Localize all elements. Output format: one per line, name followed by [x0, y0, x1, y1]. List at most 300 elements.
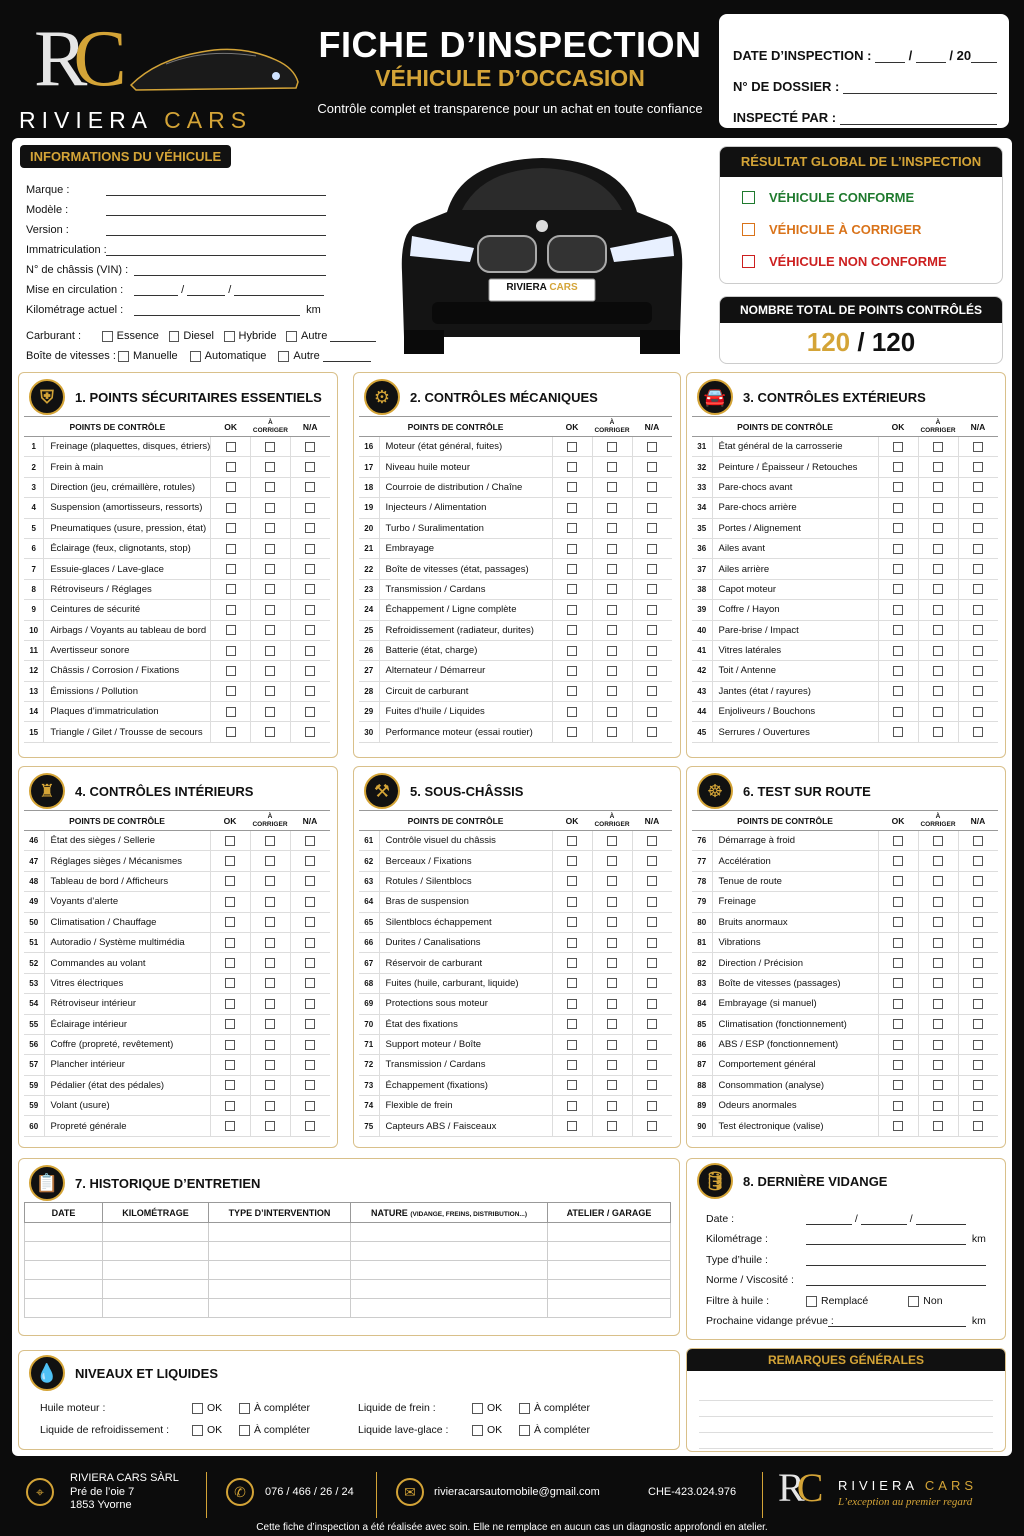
a-corriger-checkbox[interactable]	[933, 482, 943, 492]
a-corriger-checkbox[interactable]	[607, 1121, 617, 1131]
ok-checkbox[interactable]	[226, 482, 236, 492]
ok-checkbox[interactable]	[225, 1040, 235, 1050]
na-checkbox[interactable]	[973, 999, 983, 1009]
a-corriger-checkbox[interactable]	[265, 646, 275, 656]
na-checkbox[interactable]	[973, 1080, 983, 1090]
na-checkbox[interactable]	[647, 1060, 657, 1070]
na-checkbox[interactable]	[647, 442, 657, 452]
ok-checkbox[interactable]	[893, 958, 903, 968]
na-checkbox[interactable]	[973, 917, 983, 927]
na-checkbox[interactable]	[305, 462, 315, 472]
a-corriger-checkbox[interactable]	[265, 836, 275, 846]
na-checkbox[interactable]	[973, 1121, 983, 1131]
mise-year-field[interactable]	[234, 284, 324, 296]
oil-date-month[interactable]	[861, 1213, 907, 1225]
na-checkbox[interactable]	[973, 686, 983, 696]
a-corriger-checkbox[interactable]	[265, 482, 275, 492]
na-checkbox[interactable]	[647, 938, 657, 948]
a-corriger-checkbox[interactable]	[607, 564, 617, 574]
ok-checkbox[interactable]	[567, 707, 577, 717]
a-corriger-checkbox[interactable]	[265, 1040, 275, 1050]
na-checkbox[interactable]	[647, 1101, 657, 1111]
na-checkbox[interactable]	[647, 958, 657, 968]
a-corriger-checkbox[interactable]	[607, 856, 617, 866]
manuelle-checkbox[interactable]	[118, 351, 129, 362]
a-corriger-checkbox[interactable]	[265, 564, 275, 574]
ok-checkbox[interactable]	[893, 482, 903, 492]
marque-field[interactable]	[106, 184, 326, 196]
na-checkbox[interactable]	[647, 503, 657, 513]
ok-checkbox[interactable]	[567, 523, 577, 533]
na-checkbox[interactable]	[305, 646, 315, 656]
a-corriger-checkbox[interactable]	[607, 707, 617, 717]
na-checkbox[interactable]	[647, 646, 657, 656]
ok-checkbox[interactable]	[567, 1040, 577, 1050]
hybride-checkbox[interactable]	[224, 331, 235, 342]
a-corriger-checkbox[interactable]	[933, 938, 943, 948]
ok-checkbox[interactable]	[567, 836, 577, 846]
na-checkbox[interactable]	[647, 1080, 657, 1090]
ok-checkbox[interactable]	[567, 686, 577, 696]
na-checkbox[interactable]	[647, 605, 657, 615]
ok-checkbox[interactable]	[893, 876, 903, 886]
ok-checkbox[interactable]	[893, 666, 903, 676]
oil-date-year[interactable]	[916, 1213, 966, 1225]
ok-checkbox[interactable]	[893, 646, 903, 656]
ok-checkbox[interactable]	[567, 666, 577, 676]
a-corriger-checkbox[interactable]	[265, 876, 275, 886]
ok-checkbox[interactable]	[225, 978, 235, 988]
a-corriger-checkbox[interactable]	[607, 1040, 617, 1050]
ok-checkbox[interactable]	[893, 1060, 903, 1070]
ok-checkbox[interactable]	[225, 1060, 235, 1070]
ok-checkbox[interactable]	[225, 938, 235, 948]
ok-checkbox[interactable]	[226, 686, 236, 696]
ok-checkbox[interactable]	[893, 999, 903, 1009]
oil-km-field[interactable]	[806, 1233, 966, 1245]
a-corriger-checkbox[interactable]	[265, 856, 275, 866]
ok-checkbox[interactable]	[226, 584, 236, 594]
na-checkbox[interactable]	[647, 1019, 657, 1029]
version-field[interactable]	[106, 224, 326, 236]
na-checkbox[interactable]	[305, 605, 315, 615]
a-corriger-checkbox[interactable]	[607, 503, 617, 513]
ok-checkbox[interactable]	[893, 727, 903, 737]
a-corriger-checkbox[interactable]	[265, 978, 275, 988]
ok-checkbox[interactable]	[225, 897, 235, 907]
na-checkbox[interactable]	[305, 958, 315, 968]
na-checkbox[interactable]	[305, 1019, 315, 1029]
diesel-checkbox[interactable]	[169, 331, 180, 342]
a-corriger-checkbox[interactable]	[933, 1019, 943, 1029]
km-field[interactable]	[134, 304, 300, 316]
na-checkbox[interactable]	[973, 482, 983, 492]
a-corriger-checkbox[interactable]	[607, 876, 617, 886]
ok-checkbox[interactable]	[893, 1121, 903, 1131]
na-checkbox[interactable]	[305, 707, 315, 717]
ok-checkbox[interactable]	[893, 605, 903, 615]
na-checkbox[interactable]	[973, 625, 983, 635]
a-corriger-checkbox[interactable]	[265, 666, 275, 676]
ok-checkbox[interactable]	[893, 1101, 903, 1111]
autre-boite-checkbox[interactable]	[278, 351, 289, 362]
ok-checkbox[interactable]	[225, 1080, 235, 1090]
a-corriger-checkbox[interactable]	[607, 605, 617, 615]
ok-checkbox[interactable]	[567, 503, 577, 513]
coolant-complete-checkbox[interactable]	[239, 1425, 250, 1436]
na-checkbox[interactable]	[647, 999, 657, 1009]
na-checkbox[interactable]	[973, 564, 983, 574]
conforme-checkbox[interactable]	[742, 191, 755, 204]
coolant-ok-checkbox[interactable]	[192, 1425, 203, 1436]
ok-checkbox[interactable]	[226, 462, 236, 472]
na-checkbox[interactable]	[305, 999, 315, 1009]
a-corriger-checkbox[interactable]	[607, 523, 617, 533]
history-row[interactable]	[25, 1299, 671, 1318]
na-checkbox[interactable]	[973, 503, 983, 513]
na-checkbox[interactable]	[973, 544, 983, 554]
na-checkbox[interactable]	[647, 1121, 657, 1131]
ok-checkbox[interactable]	[567, 605, 577, 615]
filter-replaced-checkbox[interactable]	[806, 1296, 817, 1307]
na-checkbox[interactable]	[305, 584, 315, 594]
date-year-field[interactable]	[971, 51, 997, 63]
a-corriger-checkbox[interactable]	[933, 707, 943, 717]
a-corriger-checkbox[interactable]	[933, 666, 943, 676]
ok-checkbox[interactable]	[226, 605, 236, 615]
a-corriger-checkbox[interactable]	[265, 686, 275, 696]
ok-checkbox[interactable]	[225, 1019, 235, 1029]
ok-checkbox[interactable]	[893, 564, 903, 574]
na-checkbox[interactable]	[647, 707, 657, 717]
autre-boite-field[interactable]	[323, 350, 371, 362]
na-checkbox[interactable]	[973, 958, 983, 968]
na-checkbox[interactable]	[647, 625, 657, 635]
a-corriger-checkbox[interactable]	[265, 462, 275, 472]
a-corriger-checkbox[interactable]	[933, 605, 943, 615]
date-month-field[interactable]	[916, 51, 946, 63]
ok-checkbox[interactable]	[567, 876, 577, 886]
na-checkbox[interactable]	[305, 564, 315, 574]
a-corriger-checkbox[interactable]	[607, 584, 617, 594]
a-corriger-checkbox[interactable]	[607, 836, 617, 846]
ok-checkbox[interactable]	[567, 564, 577, 574]
na-checkbox[interactable]	[973, 442, 983, 452]
a-corriger-checkbox[interactable]	[933, 462, 943, 472]
ok-checkbox[interactable]	[226, 564, 236, 574]
na-checkbox[interactable]	[305, 442, 315, 452]
na-checkbox[interactable]	[973, 646, 983, 656]
na-checkbox[interactable]	[973, 1040, 983, 1050]
a-corriger-checkbox[interactable]	[933, 1080, 943, 1090]
washer-complete-checkbox[interactable]	[519, 1425, 530, 1436]
a-corriger-checkbox[interactable]	[607, 482, 617, 492]
dossier-field[interactable]	[843, 82, 997, 94]
ok-checkbox[interactable]	[226, 646, 236, 656]
na-checkbox[interactable]	[973, 666, 983, 676]
na-checkbox[interactable]	[305, 938, 315, 948]
history-row[interactable]	[25, 1261, 671, 1280]
a-corriger-checkbox[interactable]	[265, 938, 275, 948]
ok-checkbox[interactable]	[567, 462, 577, 472]
a-corriger-checkbox[interactable]	[607, 1060, 617, 1070]
ok-checkbox[interactable]	[226, 727, 236, 737]
na-checkbox[interactable]	[647, 584, 657, 594]
brake-complete-checkbox[interactable]	[519, 1403, 530, 1414]
a-corriger-checkbox[interactable]	[265, 917, 275, 927]
ok-checkbox[interactable]	[567, 442, 577, 452]
history-row[interactable]	[25, 1223, 671, 1242]
ok-checkbox[interactable]	[567, 482, 577, 492]
ok-checkbox[interactable]	[226, 625, 236, 635]
a-corriger-checkbox[interactable]	[607, 958, 617, 968]
na-checkbox[interactable]	[647, 462, 657, 472]
a-corriger-checkbox[interactable]	[933, 442, 943, 452]
a-corriger-checkbox[interactable]	[933, 917, 943, 927]
a-corriger-checkbox[interactable]	[933, 564, 943, 574]
na-checkbox[interactable]	[973, 836, 983, 846]
essence-checkbox[interactable]	[102, 331, 113, 342]
a-corriger-checkbox[interactable]	[265, 523, 275, 533]
a-corriger-checkbox[interactable]	[265, 544, 275, 554]
brake-ok-checkbox[interactable]	[472, 1403, 483, 1414]
oil-ok-checkbox[interactable]	[192, 1403, 203, 1414]
a-corriger-checkbox[interactable]	[607, 917, 617, 927]
na-checkbox[interactable]	[973, 1019, 983, 1029]
na-checkbox[interactable]	[305, 897, 315, 907]
a-corriger-checkbox[interactable]	[607, 1101, 617, 1111]
a-corriger-checkbox[interactable]	[933, 1101, 943, 1111]
a-corriger-checkbox[interactable]	[607, 442, 617, 452]
a-corriger-checkbox[interactable]	[607, 727, 617, 737]
na-checkbox[interactable]	[973, 1101, 983, 1111]
ok-checkbox[interactable]	[893, 1040, 903, 1050]
a-corriger-checkbox[interactable]	[265, 605, 275, 615]
a-corriger-checkbox[interactable]	[607, 897, 617, 907]
ok-checkbox[interactable]	[225, 836, 235, 846]
na-checkbox[interactable]	[973, 876, 983, 886]
a-corriger-checkbox[interactable]	[265, 1121, 275, 1131]
a-corriger-checkbox[interactable]	[265, 1060, 275, 1070]
na-checkbox[interactable]	[305, 686, 315, 696]
a-corriger-checkbox[interactable]	[265, 958, 275, 968]
ok-checkbox[interactable]	[225, 1121, 235, 1131]
ok-checkbox[interactable]	[226, 442, 236, 452]
oil-date-day[interactable]	[806, 1213, 852, 1225]
a-corriger-checkbox[interactable]	[607, 1080, 617, 1090]
ok-checkbox[interactable]	[225, 958, 235, 968]
na-checkbox[interactable]	[973, 605, 983, 615]
ok-checkbox[interactable]	[567, 856, 577, 866]
na-checkbox[interactable]	[647, 686, 657, 696]
a-corriger-checkbox[interactable]	[607, 544, 617, 554]
ok-checkbox[interactable]	[567, 625, 577, 635]
na-checkbox[interactable]	[647, 978, 657, 988]
ok-checkbox[interactable]	[567, 897, 577, 907]
a-corriger-checkbox[interactable]	[265, 625, 275, 635]
a-corriger-checkbox[interactable]	[933, 1060, 943, 1070]
na-checkbox[interactable]	[305, 503, 315, 513]
a-corriger-checkbox[interactable]	[933, 978, 943, 988]
a-corriger-checkbox[interactable]	[933, 523, 943, 533]
ok-checkbox[interactable]	[567, 1080, 577, 1090]
a-corriger-checkbox[interactable]	[933, 856, 943, 866]
a-corriger-checkbox[interactable]	[933, 1121, 943, 1131]
na-checkbox[interactable]	[305, 523, 315, 533]
na-checkbox[interactable]	[973, 1060, 983, 1070]
a-corriger-checkbox[interactable]	[265, 897, 275, 907]
na-checkbox[interactable]	[647, 544, 657, 554]
ok-checkbox[interactable]	[893, 584, 903, 594]
ok-checkbox[interactable]	[893, 978, 903, 988]
ok-checkbox[interactable]	[893, 856, 903, 866]
a-corriger-checkbox[interactable]	[265, 999, 275, 1009]
filter-not-replaced-checkbox[interactable]	[908, 1296, 919, 1307]
footer-email[interactable]: rivieracarsautomobile@gmail.com	[434, 1486, 600, 1498]
na-checkbox[interactable]	[973, 938, 983, 948]
ok-checkbox[interactable]	[893, 503, 903, 513]
na-checkbox[interactable]	[647, 523, 657, 533]
a-corriger-checkbox[interactable]	[933, 876, 943, 886]
ok-checkbox[interactable]	[893, 836, 903, 846]
na-checkbox[interactable]	[973, 978, 983, 988]
na-checkbox[interactable]	[305, 727, 315, 737]
ok-checkbox[interactable]	[567, 958, 577, 968]
mise-day-field[interactable]	[134, 284, 178, 296]
a-corriger-checkbox[interactable]	[607, 646, 617, 656]
na-checkbox[interactable]	[305, 978, 315, 988]
date-day-field[interactable]	[875, 51, 905, 63]
a-corriger-checkbox[interactable]	[265, 584, 275, 594]
a-corriger-checkbox[interactable]	[607, 1019, 617, 1029]
na-checkbox[interactable]	[305, 1101, 315, 1111]
ok-checkbox[interactable]	[567, 646, 577, 656]
na-checkbox[interactable]	[305, 876, 315, 886]
ok-checkbox[interactable]	[567, 1121, 577, 1131]
a-corriger-checkbox[interactable]	[607, 978, 617, 988]
a-corriger-checkbox[interactable]	[607, 938, 617, 948]
a-corriger-checkbox[interactable]	[265, 1080, 275, 1090]
a-corriger-checkbox[interactable]	[933, 625, 943, 635]
a-corriger-checkbox[interactable]	[265, 707, 275, 717]
ok-checkbox[interactable]	[226, 666, 236, 676]
ok-checkbox[interactable]	[567, 999, 577, 1009]
ok-checkbox[interactable]	[893, 897, 903, 907]
na-checkbox[interactable]	[305, 1060, 315, 1070]
ok-checkbox[interactable]	[225, 917, 235, 927]
ok-checkbox[interactable]	[893, 917, 903, 927]
a-corriger-checkbox[interactable]	[933, 646, 943, 656]
next-oil-change-field[interactable]	[828, 1315, 966, 1327]
a-corriger-checkbox[interactable]	[933, 727, 943, 737]
ok-checkbox[interactable]	[893, 442, 903, 452]
history-row[interactable]	[25, 1280, 671, 1299]
a-corriger-checkbox[interactable]	[933, 544, 943, 554]
a-corriger-checkbox[interactable]	[933, 897, 943, 907]
na-checkbox[interactable]	[647, 917, 657, 927]
a-corriger-checkbox[interactable]	[742, 223, 755, 236]
ok-checkbox[interactable]	[893, 625, 903, 635]
na-checkbox[interactable]	[305, 836, 315, 846]
ok-checkbox[interactable]	[567, 544, 577, 554]
na-checkbox[interactable]	[973, 462, 983, 472]
na-checkbox[interactable]	[305, 625, 315, 635]
ok-checkbox[interactable]	[893, 523, 903, 533]
ok-checkbox[interactable]	[226, 503, 236, 513]
ok-checkbox[interactable]	[567, 1101, 577, 1111]
na-checkbox[interactable]	[305, 482, 315, 492]
immatriculation-field[interactable]	[106, 244, 326, 256]
na-checkbox[interactable]	[973, 584, 983, 594]
vin-field[interactable]	[134, 264, 326, 276]
ok-checkbox[interactable]	[226, 707, 236, 717]
na-checkbox[interactable]	[647, 1040, 657, 1050]
na-checkbox[interactable]	[973, 897, 983, 907]
ok-checkbox[interactable]	[225, 1101, 235, 1111]
ok-checkbox[interactable]	[893, 544, 903, 554]
a-corriger-checkbox[interactable]	[933, 584, 943, 594]
a-corriger-checkbox[interactable]	[607, 462, 617, 472]
inspector-field[interactable]	[840, 113, 997, 125]
na-checkbox[interactable]	[973, 727, 983, 737]
ok-checkbox[interactable]	[893, 462, 903, 472]
ok-checkbox[interactable]	[567, 584, 577, 594]
autre-carburant-checkbox[interactable]	[286, 331, 297, 342]
ok-checkbox[interactable]	[893, 938, 903, 948]
na-checkbox[interactable]	[647, 482, 657, 492]
a-corriger-checkbox[interactable]	[607, 666, 617, 676]
ok-checkbox[interactable]	[567, 1060, 577, 1070]
na-checkbox[interactable]	[647, 876, 657, 886]
footer-phone[interactable]: 076 / 466 / 26 / 24	[265, 1486, 354, 1498]
ok-checkbox[interactable]	[893, 707, 903, 717]
mise-month-field[interactable]	[187, 284, 225, 296]
history-row[interactable]	[25, 1242, 671, 1261]
oil-norme-field[interactable]	[806, 1274, 986, 1286]
ok-checkbox[interactable]	[567, 1019, 577, 1029]
a-corriger-checkbox[interactable]	[265, 727, 275, 737]
oil-complete-checkbox[interactable]	[239, 1403, 250, 1414]
washer-ok-checkbox[interactable]	[472, 1425, 483, 1436]
na-checkbox[interactable]	[647, 856, 657, 866]
ok-checkbox[interactable]	[226, 523, 236, 533]
na-checkbox[interactable]	[647, 666, 657, 676]
na-checkbox[interactable]	[305, 856, 315, 866]
na-checkbox[interactable]	[973, 707, 983, 717]
a-corriger-checkbox[interactable]	[265, 503, 275, 513]
a-corriger-checkbox[interactable]	[933, 836, 943, 846]
a-corriger-checkbox[interactable]	[265, 442, 275, 452]
modele-field[interactable]	[106, 204, 326, 216]
na-checkbox[interactable]	[305, 666, 315, 676]
na-checkbox[interactable]	[647, 727, 657, 737]
ok-checkbox[interactable]	[893, 686, 903, 696]
oil-type-field[interactable]	[806, 1254, 986, 1266]
ok-checkbox[interactable]	[225, 999, 235, 1009]
ok-checkbox[interactable]	[893, 1080, 903, 1090]
na-checkbox[interactable]	[973, 523, 983, 533]
automatique-checkbox[interactable]	[190, 351, 201, 362]
ok-checkbox[interactable]	[893, 1019, 903, 1029]
ok-checkbox[interactable]	[225, 876, 235, 886]
ok-checkbox[interactable]	[567, 727, 577, 737]
ok-checkbox[interactable]	[567, 978, 577, 988]
na-checkbox[interactable]	[305, 917, 315, 927]
non-conforme-checkbox[interactable]	[742, 255, 755, 268]
na-checkbox[interactable]	[305, 544, 315, 554]
ok-checkbox[interactable]	[567, 938, 577, 948]
na-checkbox[interactable]	[647, 836, 657, 846]
